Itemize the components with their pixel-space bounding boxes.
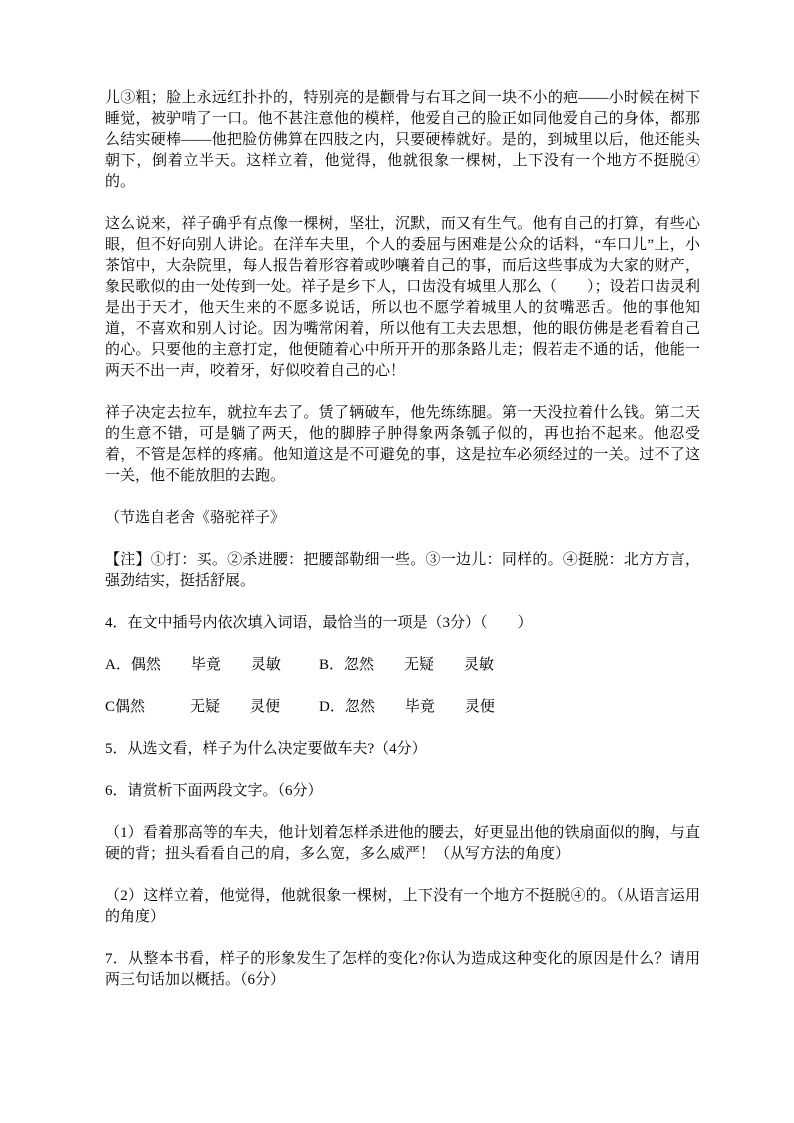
question-4-options-row-2 bbox=[105, 697, 700, 718]
question-7: 7．从整本书看，样子的形象发生了怎样的变化?你认为造成这种变化的原因是什么？请用两三句话加以概括。（6分） bbox=[105, 951, 700, 988]
passage-paragraph-3: 祥子决定去拉车，就拉车去了。赁了辆破车，他先练练腿。第一天没拉着什么钱。第二天的生意不错，可是躺了两天，他的脚脖子肿得象两条瓠子似的，再也抬不起来。他忍受着，不管是怎样的疼痛。他知道这是不可避免的事，这是拉车必须经过的一关。过不了这一关，他不能放胆的去跑。 bbox=[105, 405, 700, 484]
passage-source-line: （节选自老舍《骆驼祥子》 bbox=[105, 510, 286, 526]
question-6-part-2: （2）这样立着，他觉得，他就很象一棵树，上下没有一个地方不挺脱④的。（从语言运用的角度） bbox=[105, 888, 700, 925]
question-4-options-row-1 bbox=[105, 655, 700, 676]
question-4-option-b: B．忽然 无疑 灵敏 bbox=[319, 657, 495, 673]
passage-notes: 【注】①打：买。②杀进腰：把腰部勒细一些。③一边儿：同样的。④挺脱：北方方言，强劲结实，挺括舒展。 bbox=[105, 552, 700, 589]
passage-paragraph-2: 这么说来，祥子确乎有点像一棵树，坚壮，沉默，而又有生气。他有自己的打算，有些心眼，但不好向别人讲论。在洋车夫里，个人的委屈与困难是公众的话料，“车口儿”上，小茶馆中，大杂院里，每人报告着形容着或吵嚷着自己的事，而后这些事成为大家的财产，象民歌似的由一处传到一处。祥子是乡下人，口齿没有城里人那么（ ）；设若口齿灵利是出于天才，他天生来的不愿多说话，所以也不愿学着城里人的贫嘴恶舌。他的事他知道，不喜欢和别人讨论。因为嘴常闲着，所以他有工夫去思想，他的眼仿佛是老看着自己的心。只要他的主意打定，他便随着心中所开开的那条路儿走；假若走不通的话，他能一两天不出一声，咬着牙，好似咬着自己的心！ bbox=[105, 216, 700, 379]
question-6-stem: 6．请赏析下面两段文字。（6分） bbox=[105, 783, 323, 799]
question-4-option-a: A．偶然 毕竟 灵敏 bbox=[105, 657, 281, 673]
question-4-option-d: D．忽然 毕竟 灵便 bbox=[319, 699, 495, 715]
question-4-option-c: C偶然 无疑 灵便 bbox=[105, 699, 281, 715]
question-4-stem: 4．在文中插号内依次填入词语，最恰当的一项是（3分）（ ） bbox=[105, 615, 533, 631]
question-6-part-1: （1）看着那高等的车夫，他计划着怎样杀进他的腰去，好更显出他的铁扇面似的胸，与直硬的背；扭头看看自己的肩，多么宽，多么威严！（从写方法的角度） bbox=[105, 825, 700, 862]
passage-paragraph-1: 儿③粗；脸上永远红扑扑的，特别亮的是颧骨与右耳之间一块不小的疤——小时候在树下睡觉，被驴啃了一口。他不甚注意他的模样，他爱自己的脸正如同他爱自己的身体，都那么结实硬棒——他把脸仿佛算在四肢之内，只要硬棒就好。是的，到城里以后，他还能头朝下，倒着立半天。这样立着，他觉得，他就很象一棵树，上下没有一个地方不挺脱④的。 bbox=[105, 90, 700, 190]
question-5: 5．从选文看，样子为什么决定要做车夫?（4分） bbox=[105, 741, 427, 757]
